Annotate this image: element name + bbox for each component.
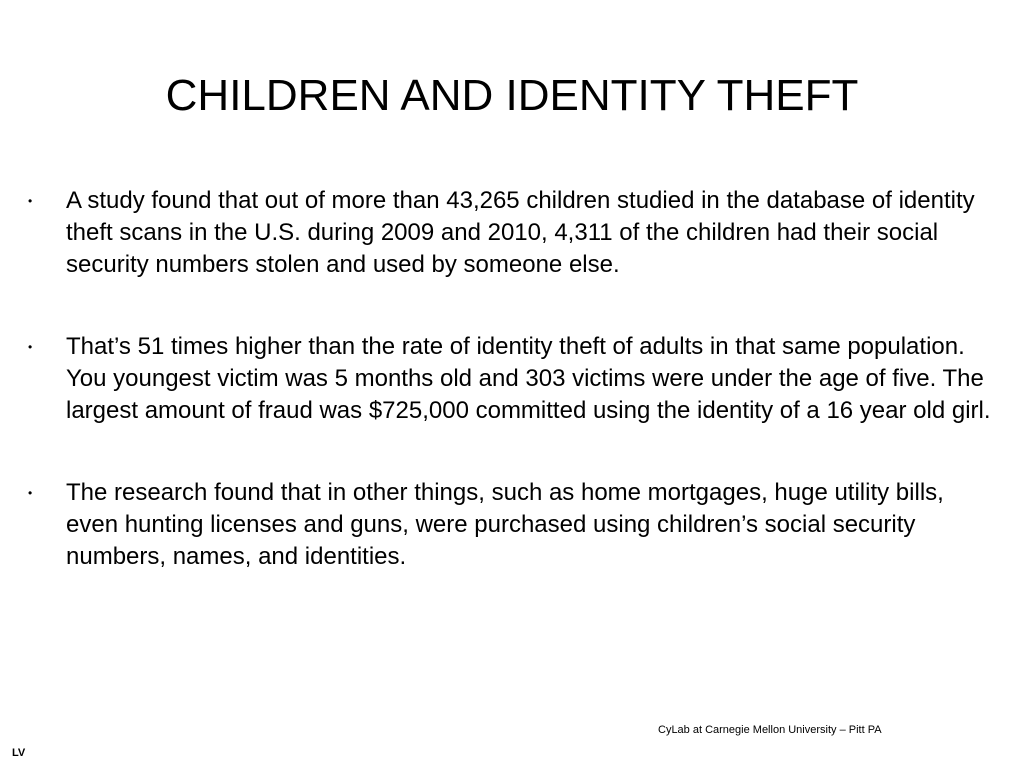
slide-title: CHILDREN AND IDENTITY THEFT	[165, 71, 859, 120]
bullet-text: The research found that in other things, such as home mortgages, huge utility bills, even hunting licenses and guns, were purchased using children’s social security numbers, names, and identities.	[66, 479, 944, 570]
bullet-icon: •	[28, 340, 33, 354]
footer-initials: LV	[12, 747, 26, 759]
bullet-item	[20, 331, 1000, 427]
bullet-icon: •	[28, 486, 33, 500]
bullet-icon: •	[28, 194, 33, 208]
bullet-item	[20, 477, 1000, 573]
bullet-text: That’s 51 times higher than the rate of identity theft of adults in that same population. You youngest victim was 5 months old and 303 victims were under the age of five. The largest amount of fraud was $725,000 committed using the identity of a 16 year old girl.	[66, 333, 991, 424]
bullet-list	[20, 185, 1000, 623]
bullet-text: A study found that out of more than 43,265 children studied in the database of identity theft scans in the U.S. during 2009 and 2010, 4,311 of the children had their social security numbers stolen and used by someone else.	[66, 187, 975, 278]
footer-credit: CyLab at Carnegie Mellon University – Pitt PA	[658, 724, 882, 736]
bullet-item	[20, 185, 1000, 281]
